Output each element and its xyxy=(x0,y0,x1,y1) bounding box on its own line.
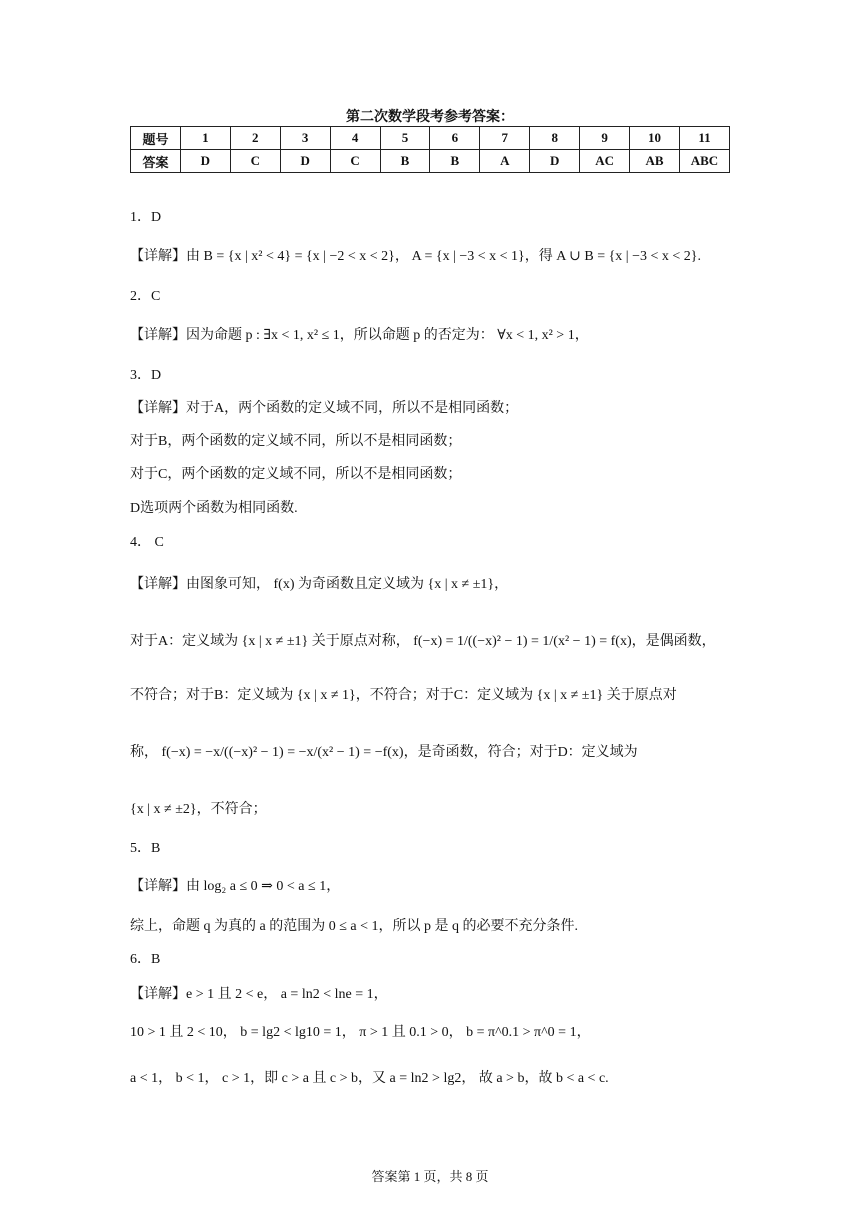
question-heading-2: 2．C xyxy=(130,289,161,304)
answer-cell: B xyxy=(430,150,480,173)
question-heading-1: 1．D xyxy=(130,210,162,225)
answer-row xyxy=(131,150,730,173)
solution-line: 对于A：定义域为 {x | x ≠ ±1} 关于原点对称， f(−x) = 1/((−x)² − 1) = 1/(x² − 1) = f(x)，是偶函数， xyxy=(130,634,716,649)
question-number: 9 xyxy=(580,127,630,150)
answer-cell: B xyxy=(380,150,430,173)
solution-line: a < 1， b < 1， c > 1，即 c > a 且 c > b，又 a = ln2 > lg2， 故 a > b，故 b < a < c. xyxy=(130,1071,609,1086)
solution-line: 对于B，两个函数的定义域不同，所以不是相同函数； xyxy=(130,434,462,449)
answer-cell: AC xyxy=(580,150,630,173)
question-number: 4 xyxy=(330,127,380,150)
answer-cell: D xyxy=(180,150,230,173)
answer-cell: C xyxy=(230,150,280,173)
solution-line: 称， f(−x) = −x/((−x)² − 1) = −x/(x² − 1) = −f(x)，是奇函数，符合；对于D：定义域为 xyxy=(130,745,638,760)
question-heading-3: 3．D xyxy=(130,368,162,383)
row-label-answer: 答案 xyxy=(131,150,181,173)
question-number: 11 xyxy=(679,127,729,150)
question-number: 7 xyxy=(480,127,530,150)
question-number: 8 xyxy=(530,127,580,150)
question-number: 3 xyxy=(280,127,330,150)
question-number: 6 xyxy=(430,127,480,150)
question-number-row xyxy=(131,127,730,150)
answer-cell: AB xyxy=(630,150,680,173)
solution-line: D选项两个函数为相同函数. xyxy=(130,501,298,516)
answer-cell: D xyxy=(530,150,580,173)
question-heading-6: 6．B xyxy=(130,952,161,967)
solution-line: 【详解】由图象可知， f(x) 为奇函数且定义域为 {x | x ≠ ±1}， xyxy=(130,577,509,592)
page-footer: 答案第 1 页，共 8 页 xyxy=(371,1169,489,1184)
question-heading-4: 4． C xyxy=(130,535,164,550)
question-number: 1 xyxy=(180,127,230,150)
question-number: 10 xyxy=(630,127,680,150)
solution-line: 10 > 1 且 2 < 10， b = lg2 < lg10 = 1， π > 1 且 0.1 > 0， b = π^0.1 > π^0 = 1， xyxy=(130,1025,591,1040)
solution-line: 不符合；对于B：定义域为 {x | x ≠ 1}，不符合；对于C：定义域为 {x | x ≠ ±1} 关于原点对 xyxy=(130,688,677,703)
answer-cell: A xyxy=(480,150,530,173)
solution-line: 【详解】e > 1 且 2 < e， a = ln2 < lne = 1， xyxy=(130,987,388,1002)
answer-cell: D xyxy=(280,150,330,173)
solution-line: 【详解】因为命题 p : ∃x < 1, x² ≤ 1，所以命题 p 的否定为： ∀x < 1, x² > 1， xyxy=(130,328,589,343)
question-number: 5 xyxy=(380,127,430,150)
solution-line: 对于C，两个函数的定义域不同，所以不是相同函数； xyxy=(130,467,462,482)
question-number: 2 xyxy=(230,127,280,150)
solution-line: 综上，命题 q 为真的 a 的范围为 0 ≤ a < 1，所以 p 是 q 的必要不充分条件. xyxy=(130,919,579,934)
question-heading-5: 5．B xyxy=(130,841,161,856)
answer-cell: ABC xyxy=(679,150,729,173)
page-title: 第二次数学段考参考答案： xyxy=(346,109,514,125)
solution-line: 【详解】由 log₂ a ≤ 0 ⇒ 0 < a ≤ 1， xyxy=(130,879,341,894)
solution-line: {x | x ≠ ±2}，不符合； xyxy=(130,802,267,817)
solution-line: 【详解】对于A，两个函数的定义域不同，所以不是相同函数； xyxy=(130,401,519,416)
answer-cell: C xyxy=(330,150,380,173)
row-label-question: 题号 xyxy=(131,127,181,150)
answer-table xyxy=(130,126,730,173)
solution-line: 【详解】由 B = {x | x² < 4} = {x | −2 < x < 2}， A = {x | −3 < x < 1}，得 A ∪ B = {x | −3 < x < 2}. xyxy=(130,249,702,264)
